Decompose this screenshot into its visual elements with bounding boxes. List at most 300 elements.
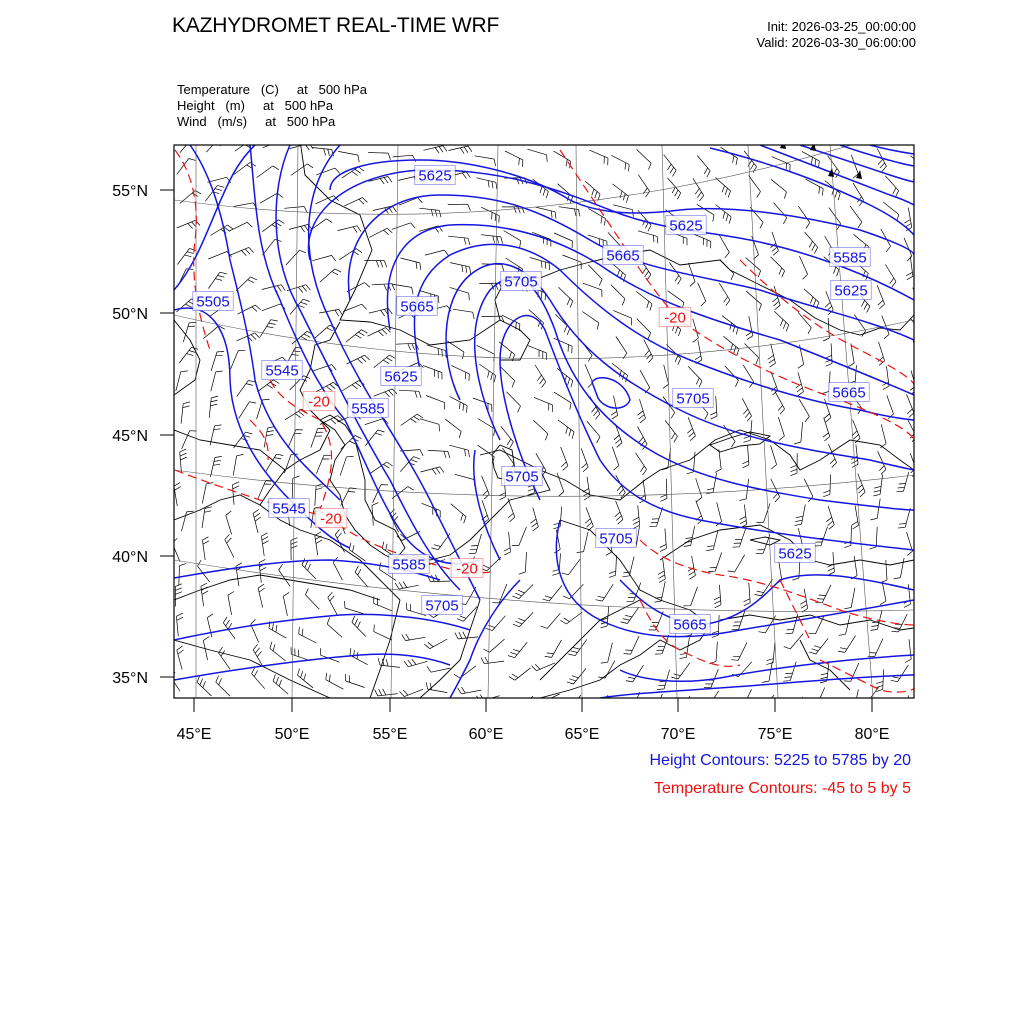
lat-label: 40°N bbox=[112, 549, 148, 566]
wind-barb bbox=[315, 484, 323, 506]
wind-barb bbox=[533, 420, 548, 440]
wind-barb bbox=[401, 414, 423, 425]
wind-barb bbox=[182, 511, 194, 531]
wind-barb bbox=[877, 285, 884, 308]
wind-barb bbox=[404, 659, 427, 667]
wind-barb bbox=[648, 694, 663, 712]
wind-barb bbox=[202, 483, 213, 504]
wind-barb bbox=[823, 318, 829, 341]
wind-barb bbox=[638, 231, 658, 244]
wind-barb bbox=[253, 509, 261, 532]
graticule bbox=[174, 125, 914, 698]
wind-barb bbox=[658, 559, 665, 582]
wind-barb bbox=[372, 284, 395, 291]
height-legend: Height Contours: 5225 to 5785 by 20 bbox=[649, 752, 911, 769]
wind-barb bbox=[368, 153, 390, 160]
wind-barb bbox=[286, 250, 306, 265]
wind-barb bbox=[481, 235, 503, 244]
wind-barb bbox=[799, 399, 809, 422]
wind-barb bbox=[860, 687, 879, 703]
wind-barb bbox=[891, 665, 909, 682]
wind-barb bbox=[611, 155, 629, 171]
wind-barb bbox=[554, 392, 571, 410]
wind-barb bbox=[261, 533, 268, 556]
wind-barb bbox=[211, 371, 223, 391]
wind-barb bbox=[754, 695, 774, 710]
wind-barb bbox=[264, 427, 274, 448]
wind-barb bbox=[664, 155, 676, 177]
wind-barb bbox=[772, 286, 780, 310]
wind-barb bbox=[644, 340, 653, 363]
wind-barb bbox=[426, 396, 445, 410]
wind-barb bbox=[907, 532, 913, 556]
wind-barb bbox=[501, 426, 513, 448]
wind-barb bbox=[478, 419, 495, 436]
wind-barb bbox=[230, 247, 253, 255]
wind-barb bbox=[587, 421, 600, 442]
wind-barb bbox=[600, 606, 608, 628]
wind-barb bbox=[740, 505, 747, 528]
wind-barb bbox=[907, 394, 914, 417]
wind-barb bbox=[343, 304, 366, 311]
wind-barb bbox=[455, 474, 475, 486]
wind-barb bbox=[696, 478, 702, 501]
wind-barb bbox=[771, 446, 777, 470]
wind-barb bbox=[637, 149, 652, 169]
wind-barb bbox=[742, 445, 749, 468]
wind-barb bbox=[746, 316, 753, 339]
country-borders bbox=[174, 140, 914, 698]
wind-barb bbox=[543, 586, 562, 602]
wind-barb bbox=[321, 648, 340, 662]
wind-barb bbox=[427, 345, 447, 358]
wind-barb bbox=[557, 368, 573, 387]
wind-barb bbox=[448, 236, 470, 245]
wind-barb bbox=[621, 607, 639, 623]
wind-barb bbox=[805, 232, 818, 253]
wind-barb bbox=[197, 676, 212, 696]
wind-barb bbox=[778, 417, 784, 441]
wind-barb bbox=[638, 399, 646, 423]
wind-barb bbox=[219, 647, 231, 669]
wind-barb bbox=[231, 351, 246, 369]
wind-barb bbox=[719, 283, 730, 306]
wind-barb bbox=[210, 456, 221, 477]
wind-barb bbox=[877, 149, 886, 172]
wind-barb bbox=[906, 257, 913, 280]
wind-barb bbox=[688, 366, 702, 387]
wind-barb bbox=[345, 601, 365, 614]
wind-barb bbox=[479, 364, 495, 382]
wind-barb bbox=[771, 179, 787, 198]
wind-barb bbox=[395, 582, 418, 590]
wind-barb bbox=[201, 583, 208, 606]
wind-barb bbox=[211, 352, 224, 372]
wind-barb bbox=[181, 402, 190, 424]
wind-barb bbox=[374, 389, 397, 397]
wind-barb bbox=[486, 616, 506, 631]
wind-barb bbox=[528, 346, 547, 360]
wind-barb bbox=[665, 421, 677, 443]
wind-barb bbox=[344, 198, 367, 206]
wind-barb bbox=[535, 365, 546, 388]
temperature-legend: Temperature Contours: -45 to 5 by 5 bbox=[653, 780, 911, 797]
wind-barb bbox=[826, 506, 834, 530]
wind-barb bbox=[721, 147, 738, 165]
wind-barb bbox=[582, 312, 599, 330]
wind-barb bbox=[375, 689, 398, 696]
wind-barb bbox=[399, 390, 421, 398]
lon-label: 70°E bbox=[660, 726, 696, 743]
wind-barb bbox=[512, 527, 527, 546]
wind-barb bbox=[211, 225, 234, 236]
wind-barb bbox=[882, 366, 889, 389]
wind-barb bbox=[851, 155, 858, 178]
wind-barb bbox=[179, 563, 186, 585]
wind-barb bbox=[482, 316, 505, 322]
wind-barb bbox=[492, 584, 507, 603]
wind-barb bbox=[345, 674, 364, 688]
wind-barb bbox=[177, 159, 196, 175]
wind-barb bbox=[449, 445, 469, 457]
wind-barb bbox=[885, 265, 896, 288]
wind-barb bbox=[553, 507, 561, 529]
lon-label: 75°E bbox=[757, 726, 793, 743]
wind-barb bbox=[669, 263, 681, 285]
wind-barb bbox=[795, 505, 806, 526]
wind-barb bbox=[746, 258, 761, 278]
temperature-contours bbox=[175, 150, 914, 692]
wind-barb bbox=[401, 258, 421, 270]
wind-barb bbox=[744, 151, 756, 173]
wind-barb bbox=[731, 642, 747, 660]
wind-barb bbox=[585, 364, 593, 387]
lon-label: 80°E bbox=[854, 726, 890, 743]
wind-barb bbox=[445, 419, 461, 438]
wind-barb bbox=[719, 235, 729, 258]
wind-barb bbox=[824, 399, 831, 422]
wind-barb bbox=[706, 530, 718, 550]
wind-barb bbox=[428, 450, 450, 458]
wind-barb bbox=[172, 538, 180, 561]
wind-barb bbox=[392, 487, 414, 499]
wind-barb bbox=[697, 156, 710, 177]
temperature-label: -20 bbox=[308, 393, 330, 411]
wind-barb bbox=[823, 474, 830, 496]
wind-barb bbox=[355, 566, 368, 587]
wind-barb bbox=[588, 265, 602, 286]
wind-barb bbox=[347, 283, 370, 292]
wind-barb bbox=[868, 639, 883, 657]
wind-barb bbox=[229, 222, 252, 231]
temperature-label: -20 bbox=[456, 560, 478, 578]
wind-barb bbox=[476, 178, 497, 189]
wind-barb bbox=[752, 236, 759, 259]
wind-barb bbox=[292, 331, 314, 344]
wind-barb bbox=[288, 430, 303, 448]
wind-barb bbox=[774, 311, 789, 331]
wind-barb bbox=[179, 347, 198, 363]
wind-barb bbox=[698, 283, 706, 306]
wind-barb bbox=[746, 291, 761, 311]
height-label: 5625 bbox=[384, 368, 418, 386]
height-label: 5665 bbox=[606, 247, 640, 265]
wind-barb bbox=[400, 689, 423, 696]
wind-barb bbox=[338, 226, 361, 233]
wind-barb bbox=[338, 151, 359, 162]
wind-barb bbox=[392, 284, 413, 294]
wind-barb bbox=[424, 146, 447, 154]
wind-barb bbox=[424, 639, 447, 649]
wind-barb bbox=[236, 277, 257, 291]
wind-barb bbox=[506, 392, 520, 413]
wind-barb bbox=[477, 345, 495, 361]
wind-barb bbox=[423, 366, 442, 380]
wind-barb bbox=[207, 177, 230, 183]
wind-barb bbox=[880, 581, 886, 604]
wind-barb bbox=[560, 612, 582, 624]
wind-barb bbox=[828, 552, 835, 575]
wind-barb bbox=[369, 177, 393, 185]
wind-barb bbox=[340, 457, 353, 476]
wind-barb bbox=[787, 697, 803, 715]
wind-barb bbox=[809, 638, 828, 654]
wind-barb bbox=[611, 262, 626, 282]
wind-barb bbox=[176, 371, 188, 391]
lat-label: 50°N bbox=[112, 306, 148, 323]
wind-barb bbox=[473, 398, 492, 412]
wind-barb bbox=[257, 166, 279, 178]
wind-barb bbox=[714, 585, 721, 608]
lon-label: 60°E bbox=[468, 726, 504, 743]
wind-barb bbox=[910, 318, 923, 340]
wind-barb bbox=[305, 588, 319, 609]
wind-barb bbox=[810, 688, 825, 706]
wind-barb bbox=[883, 202, 899, 221]
height-label: 5705 bbox=[504, 273, 538, 291]
wind-barb bbox=[771, 372, 778, 395]
wind-barb bbox=[828, 444, 836, 467]
wind-barb bbox=[270, 642, 286, 661]
wind-barb bbox=[786, 614, 798, 634]
wind-barb bbox=[451, 365, 469, 381]
wind-barb bbox=[771, 257, 785, 278]
wind-barb bbox=[298, 669, 314, 688]
wind-barb bbox=[251, 619, 259, 642]
wind-barb bbox=[545, 640, 562, 658]
wind-barb bbox=[616, 337, 627, 359]
wind-barb bbox=[534, 397, 553, 412]
wind-barb bbox=[742, 398, 751, 421]
wind-barb bbox=[581, 448, 588, 471]
wind-barb bbox=[814, 527, 828, 546]
wind-barb bbox=[857, 474, 865, 497]
wind-barb bbox=[469, 534, 482, 554]
wind-barb bbox=[655, 635, 669, 654]
wind-barb bbox=[427, 666, 450, 672]
height-label: 5665 bbox=[400, 298, 434, 316]
wind-barb bbox=[815, 585, 831, 603]
wind-barb bbox=[716, 178, 731, 198]
wind-barb bbox=[847, 690, 858, 711]
temperature-label: -20 bbox=[664, 309, 686, 327]
wind-barb bbox=[239, 402, 257, 419]
height-label: 5625 bbox=[778, 545, 812, 563]
wind-barb bbox=[624, 636, 640, 654]
wind-barb bbox=[633, 505, 640, 528]
wind-barb bbox=[228, 592, 234, 615]
wind-barb bbox=[202, 507, 212, 528]
wind-barb bbox=[844, 588, 855, 609]
wind-barb bbox=[596, 584, 614, 601]
wind-barb bbox=[733, 528, 746, 547]
wind-barb bbox=[852, 420, 860, 443]
wind-barb bbox=[627, 583, 641, 602]
wind-barb bbox=[180, 191, 202, 204]
wind-barb bbox=[451, 504, 466, 524]
wind-barb bbox=[368, 328, 391, 337]
height-label: 5665 bbox=[832, 384, 866, 402]
wind-barb bbox=[290, 299, 310, 314]
wind-barb bbox=[458, 687, 481, 694]
wind-barb bbox=[252, 667, 265, 688]
height-label: 5625 bbox=[669, 217, 703, 235]
wind-barb bbox=[374, 625, 392, 641]
height-label: 5545 bbox=[265, 362, 299, 380]
wind-barb bbox=[454, 666, 476, 678]
wind-barb bbox=[720, 259, 734, 280]
wind-barb bbox=[392, 223, 415, 230]
lon-label: 55°E bbox=[372, 726, 408, 743]
wind-barb bbox=[557, 473, 564, 496]
wind-barb bbox=[449, 146, 472, 154]
map-plot-area bbox=[169, 125, 929, 718]
wind-barb bbox=[176, 613, 183, 636]
wind-barb bbox=[687, 417, 695, 440]
chart-title: KAZHYDROMET REAL-TIME WRF bbox=[172, 14, 500, 37]
wind-barb bbox=[561, 447, 568, 470]
wind-barb bbox=[216, 676, 230, 697]
wind-barb bbox=[263, 140, 286, 147]
wind-barb bbox=[558, 420, 574, 439]
wind-barb bbox=[799, 256, 807, 279]
wind-barb bbox=[716, 502, 722, 526]
height-label: 5705 bbox=[599, 530, 633, 548]
wind-barb bbox=[636, 453, 647, 475]
wind-barb bbox=[744, 583, 751, 606]
wind-barb bbox=[728, 555, 745, 572]
field-height: Height (m) at 500 hPa bbox=[177, 98, 334, 113]
lat-axis bbox=[160, 190, 174, 677]
wind-barb bbox=[844, 525, 851, 547]
map-frame bbox=[174, 145, 914, 698]
wind-barb bbox=[577, 532, 588, 553]
height-label: 5705 bbox=[505, 468, 539, 486]
wind-barb bbox=[532, 663, 555, 671]
wind-barb bbox=[612, 447, 619, 470]
wind-barb bbox=[352, 616, 366, 637]
height-label: 5585 bbox=[833, 249, 867, 267]
wind-barb bbox=[474, 156, 495, 166]
height-label: 5665 bbox=[673, 616, 707, 634]
wind-barb bbox=[783, 662, 796, 682]
wind-barb bbox=[262, 220, 284, 232]
wind-barb bbox=[649, 611, 664, 630]
wind-barb bbox=[483, 639, 504, 652]
wind-barb bbox=[563, 584, 583, 599]
wind-barb bbox=[455, 632, 478, 639]
wind-barb bbox=[273, 674, 288, 694]
wind-barb bbox=[313, 365, 337, 372]
wind-barb bbox=[327, 617, 342, 637]
temperature-label: -20 bbox=[320, 510, 342, 528]
height-label: 5505 bbox=[196, 293, 230, 311]
wind-barb bbox=[806, 179, 824, 196]
wind-barb bbox=[850, 206, 862, 228]
wind-barb bbox=[601, 643, 613, 663]
wind-barb bbox=[913, 180, 929, 199]
wind-barb bbox=[257, 380, 279, 392]
wind-barb bbox=[771, 232, 779, 255]
wind-barb bbox=[853, 183, 864, 206]
wind-barb bbox=[743, 365, 754, 388]
wind-barb bbox=[291, 647, 310, 661]
wind-barb bbox=[660, 529, 667, 552]
wind-barb bbox=[326, 673, 344, 689]
wind-barb bbox=[701, 691, 719, 708]
wind-barb bbox=[233, 482, 240, 505]
lat-label: 35°N bbox=[112, 670, 148, 687]
wind-barb bbox=[453, 309, 474, 319]
wind-barb bbox=[768, 344, 776, 367]
wind-barb bbox=[505, 151, 523, 167]
wind-barb bbox=[369, 228, 392, 237]
wind-barb bbox=[328, 592, 338, 615]
wind-barb bbox=[237, 380, 255, 396]
wind-barb bbox=[482, 264, 504, 271]
wind-barb bbox=[316, 168, 340, 175]
wind-barb bbox=[609, 555, 617, 577]
wind-barb bbox=[319, 309, 342, 316]
wind-barb bbox=[873, 474, 882, 496]
wind-barb bbox=[481, 657, 504, 664]
wind-barb bbox=[668, 291, 684, 309]
wind-barb bbox=[312, 255, 335, 261]
wind-barb bbox=[236, 563, 243, 586]
wind-barb bbox=[364, 261, 387, 268]
wind-barb bbox=[613, 184, 629, 203]
wind-barb bbox=[880, 424, 886, 447]
wind-barb bbox=[175, 584, 182, 607]
wind-barb bbox=[907, 419, 916, 442]
wind-barb bbox=[225, 534, 234, 557]
wind-barb bbox=[420, 419, 440, 432]
wind-barb bbox=[771, 479, 780, 502]
wind-barb bbox=[346, 330, 368, 342]
wind-barb bbox=[448, 204, 471, 210]
wind-barb bbox=[283, 592, 289, 615]
wind-barb bbox=[709, 642, 717, 664]
wind-barb bbox=[508, 642, 527, 658]
wind-barb bbox=[233, 454, 243, 475]
wind-barb bbox=[519, 552, 527, 574]
lon-axis bbox=[194, 698, 872, 712]
wind-barb bbox=[794, 422, 802, 444]
wind-barb bbox=[502, 207, 525, 214]
height-label: 5585 bbox=[351, 400, 385, 418]
height-contour-labels bbox=[193, 166, 871, 634]
wind-barb bbox=[513, 612, 533, 627]
